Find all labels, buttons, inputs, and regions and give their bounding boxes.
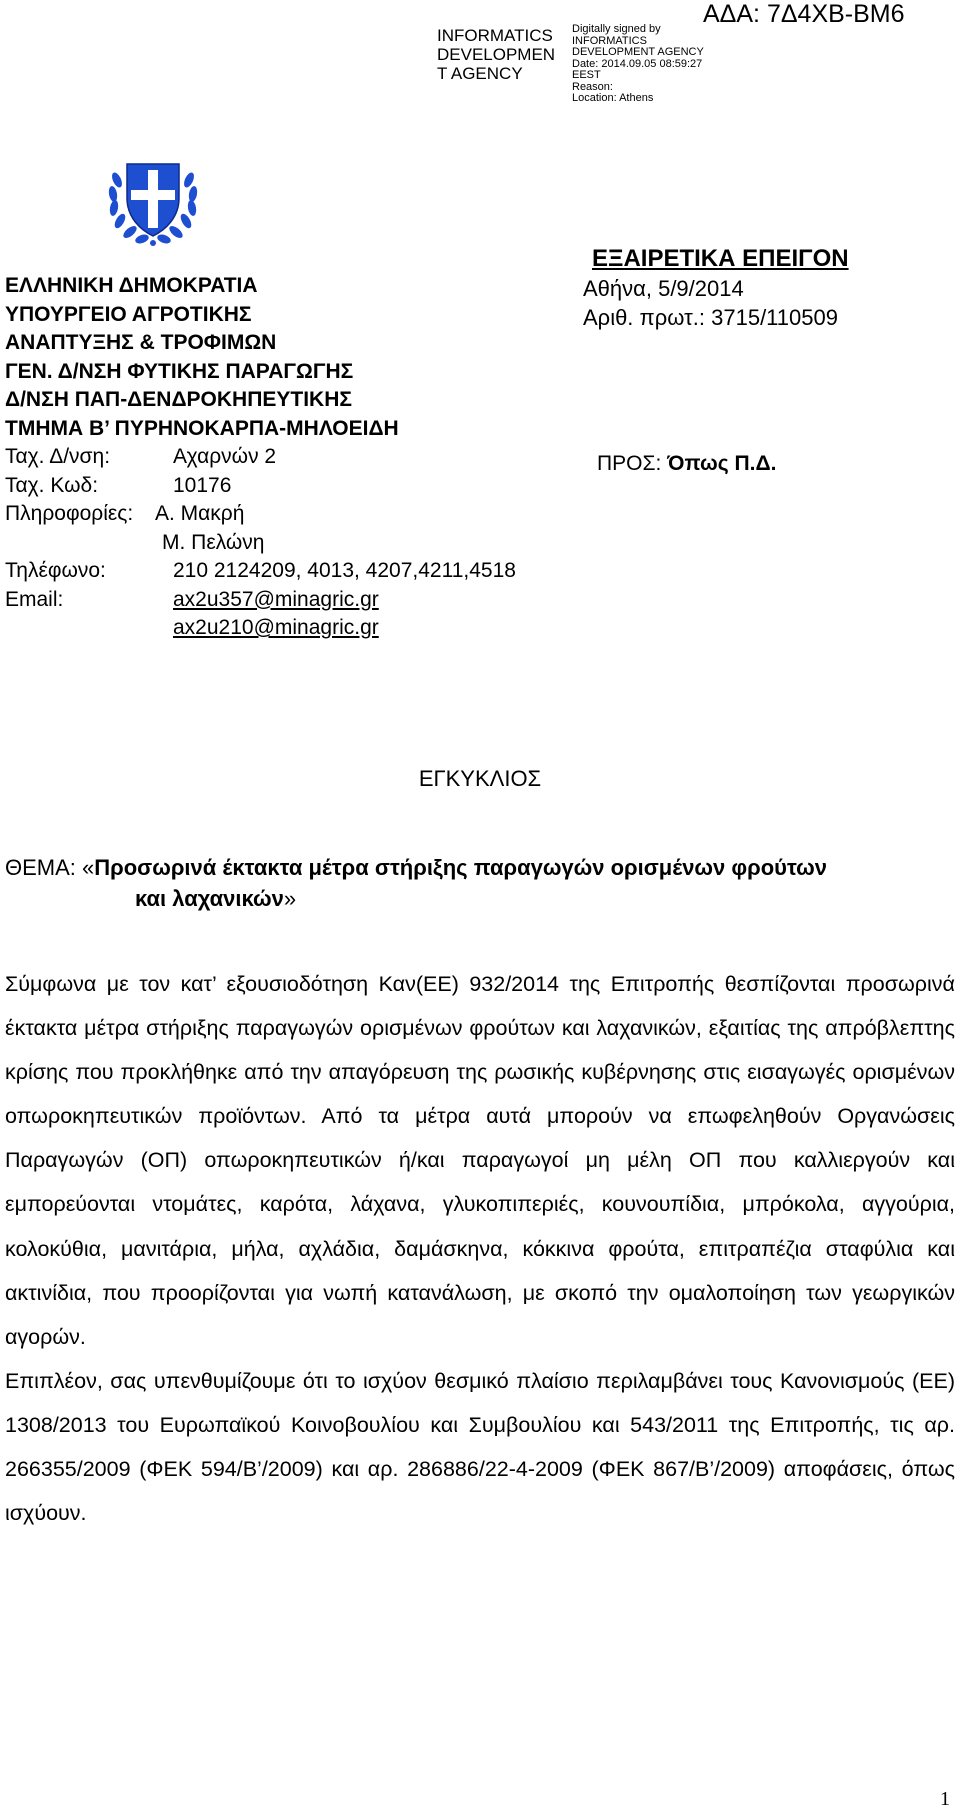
greek-coat-of-arms-icon bbox=[103, 150, 203, 250]
document-body bbox=[5, 962, 955, 1535]
signature-org-line: DEVELOPMEN bbox=[437, 45, 556, 64]
subject-close-quote: » bbox=[283, 886, 297, 911]
signature-detail-line: Date: 2014.09.05 08:59:27 bbox=[572, 57, 703, 70]
subject-label: ΘΕΜΑ: « bbox=[5, 855, 95, 880]
postcode-row bbox=[5, 472, 399, 501]
address-value: Αχαρνών 2 bbox=[173, 445, 277, 468]
info-label: Πληροφορίες: bbox=[5, 502, 134, 525]
signature-org-line: T AGENCY bbox=[437, 64, 523, 83]
signature-detail-line: EEST bbox=[572, 69, 601, 81]
email-link[interactable]: ax2u210@minagric.gr bbox=[173, 616, 379, 639]
phone-row bbox=[5, 557, 516, 586]
email-label: Email: bbox=[5, 587, 64, 611]
signature-detail-line: INFORMATICS bbox=[572, 34, 647, 47]
page-number: 1 bbox=[940, 1788, 950, 1810]
signature-detail-line: DEVELOPMENT AGENCY bbox=[572, 46, 704, 58]
protocol-number: Αριθ. πρωτ.: 3715/110509 bbox=[583, 305, 838, 330]
recipient-value: Όπως Π.Δ. bbox=[667, 452, 777, 475]
urgency-label: ΕΞΑΙΡΕΤΙΚΑ ΕΠΕΙΓΟΝ bbox=[592, 245, 849, 272]
subject-text-continued: και λαχανικών bbox=[135, 886, 284, 911]
sender-line: ΓΕΝ. Δ/ΝΣΗ ΦΥΤΙΚΗΣ ΠΑΡΑΓΩΓΗΣ bbox=[5, 359, 354, 383]
signature-detail-line: Digitally signed by bbox=[572, 23, 661, 35]
document-title: ΕΓΚΥΚΛΙΟΣ bbox=[418, 766, 542, 791]
email-row-2 bbox=[5, 614, 399, 643]
sender-line: ΤΜΗΜΑ Β’ ΠΥΡΗΝΟΚΑΡΠΑ-ΜΗΛΟΕΙΔΗ bbox=[5, 416, 399, 440]
signature-details bbox=[572, 24, 704, 105]
email-link[interactable]: ax2u357@minagric.gr bbox=[173, 587, 379, 611]
body-paragraph: Επιπλέον, σας υπενθυμίζουμε ότι το ισχύον θεσμικό πλαίσιο περιλαμβάνει τους Κανονισμούς (ΕΕ) 1308/2013 του Ευρωπαϊκού Κοινοβουλίου και Συμβουλίου και 543/2011 της Επιτροπής, τις αρ. 266355/2009 (ΦΕΚ 594/Β’/2009) και αρ. 286886/22-4-2009 (ΦΕΚ 867/Β’/2009) αποφάσεις, όπως ισχύουν. bbox=[5, 1368, 955, 1526]
sender-line: Δ/ΝΣΗ ΠΑΠ-ΔΕΝΔΡΟΚΗΠΕΥΤΙΚΗΣ bbox=[5, 388, 352, 411]
postcode-value: 10176 bbox=[173, 473, 232, 497]
subject bbox=[5, 852, 955, 914]
info-value: Μ. Πελώνη bbox=[162, 530, 265, 554]
email-row bbox=[5, 586, 399, 615]
recipient bbox=[597, 452, 776, 476]
postcode-label: Ταχ. Κωδ: bbox=[5, 473, 99, 497]
sender-line: ΑΝΑΠΤΥΞΗΣ & ΤΡΟΦΙΜΩΝ bbox=[5, 331, 277, 354]
sender-line: ΕΛΛΗΝΙΚΗ ΔΗΜΟΚΡΑΤΙΑ bbox=[5, 274, 258, 297]
body-paragraph: Σύμφωνα με τον κατ’ εξουσιοδότηση Καν(ΕΕ) 932/2014 της Επιτροπής θεσπίζονται προσωρινά έκτακτα μέτρα στήριξης παραγωγών ορισμένων φρούτων και λαχανικών, εξαιτίας της απρόβλεπτης κρίσης που προκλήθηκε από την απαγόρευση της ρωσικής κυβέρνησης στις εισαγωγές ορισμένων οπωροκηπευτικών προϊόντων. Από τα μέτρα αυτά μπορούν να επωφεληθούν Οργανώσεις Παραγωγών (ΟΠ) οπωροκηπευτικών ή/και παραγωγοί μη μέλη ΟΠ που καλλιεργούν και εμπορεύονται ντομάτες, καρότα, λάχανα, γλυκοπιπεριές, κουνουπίδια, μπρόκολα, αγγούρια, κολοκύθια, μανιτάρια, μήλα, αχλάδια, δαμάσκηνα, κόκκινα φρούτα, επιτραπέζια σταφύλια και ακτινίδια, που προορίζονται για νωπή κατανάλωση, με σκοπό την ομαλοποίηση των γεωργικών αγορών. bbox=[5, 972, 955, 1349]
sender-block bbox=[5, 272, 516, 643]
address-row bbox=[5, 443, 399, 472]
subject-text: Προσωρινά έκτακτα μέτρα στήριξης παραγωγών ορισμένων φρούτων bbox=[94, 855, 827, 880]
info-row bbox=[5, 500, 399, 529]
signature-detail-line: Reason: bbox=[572, 80, 613, 93]
signature-org-line: INFORMATICS bbox=[437, 26, 553, 45]
city-date: Αθήνα, 5/9/2014 bbox=[583, 276, 744, 301]
info-row-2 bbox=[5, 529, 399, 558]
phone-value: 210 2124209, 4013, 4207,4211,4518 bbox=[173, 559, 516, 582]
sender-line: ΥΠΟΥΡΓΕΙΟ ΑΓΡΟΤΙΚΗΣ bbox=[5, 302, 252, 326]
phone-label: Τηλέφωνο: bbox=[5, 559, 106, 582]
signature-detail-line: Location: Athens bbox=[572, 92, 654, 104]
info-value: Α. Μακρή bbox=[155, 502, 245, 525]
ada-code: ΑΔΑ: 7Δ4ΧΒ-ΒΜ6 bbox=[703, 0, 905, 28]
recipient-label: ΠΡΟΣ: bbox=[597, 452, 662, 475]
signature-organization bbox=[437, 26, 567, 83]
address-label: Ταχ. Δ/νση: bbox=[5, 445, 111, 468]
